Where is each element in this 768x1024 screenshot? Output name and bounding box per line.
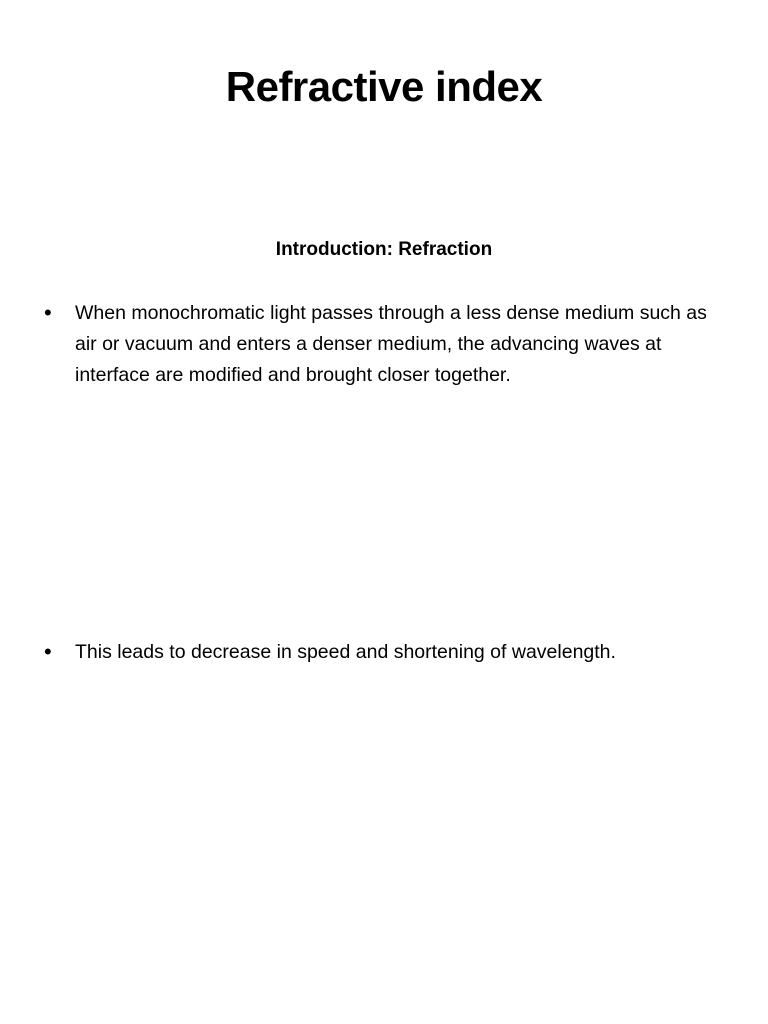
bullet-item [44,298,714,391]
bullet-item [44,637,714,668]
bullet-marker: • [44,300,52,325]
section-heading: Introduction: Refraction [275,239,493,260]
bullet-text: When monochromatic light passes through a less dense medium such as air or vacuum and enters a denser medium, the advancing waves at interface are modified and brought closer together. [75,302,707,386]
bullet-marker: • [44,639,52,664]
bullet-text: This leads to decrease in speed and shortening of wavelength. [75,641,616,663]
slide-title: Refractive index [225,63,543,110]
